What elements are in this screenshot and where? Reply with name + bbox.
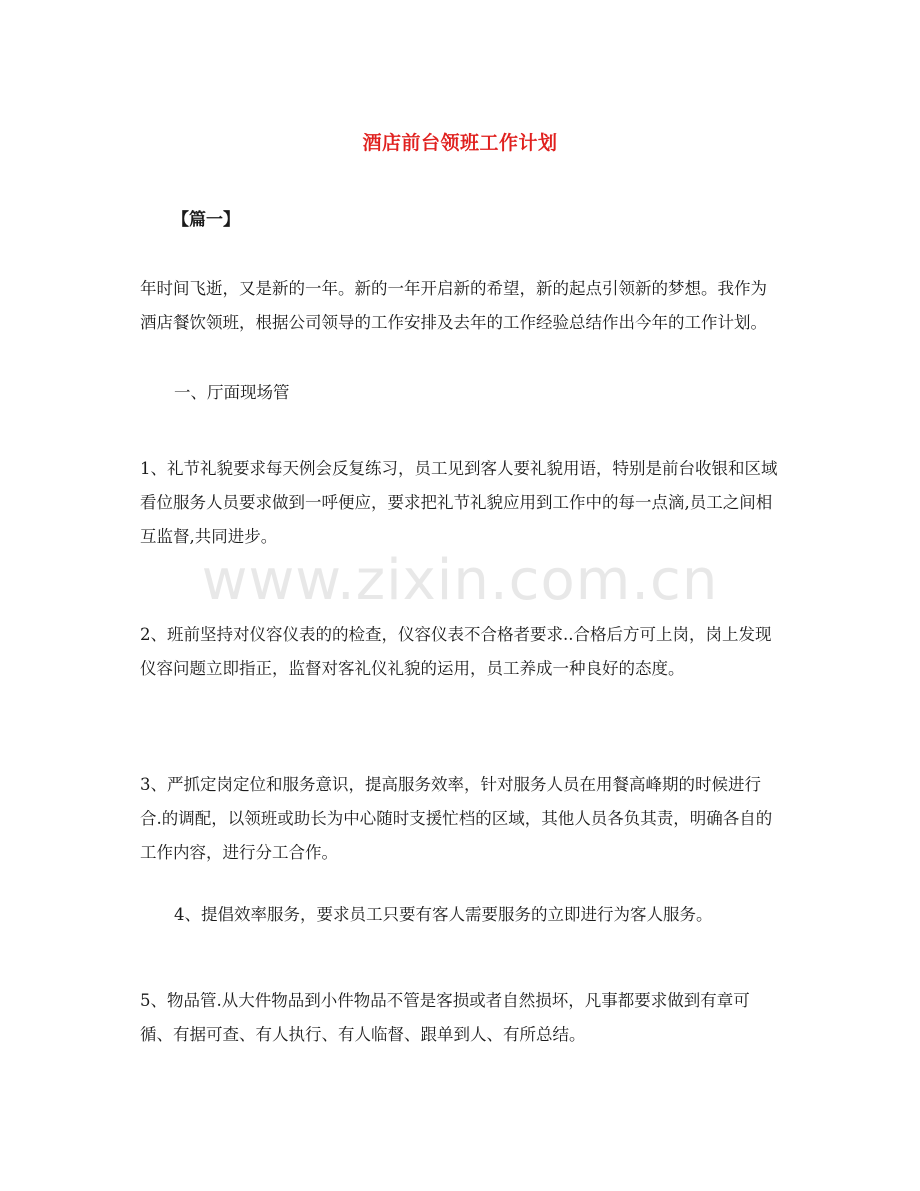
paragraph-item-4: 4、提倡效率服务，要求员工只要有客人需要服务的立即进行为客人服务。 [174, 905, 713, 924]
paragraph-item-3: 3、严抓定岗定位和服务意识，提高服务效率，针对服务人员在用餐高峰期的时候进行合.的调配，以领班或助长为中心随时支援忙档的区域，其他人员各负其责，明确各自的工作内容，进行分工合作。 [140, 775, 773, 862]
paragraph-intro: 年时间飞逝，又是新的一年。新的一年开启新的希望，新的起点引领新的梦想。我作为酒店餐饮领班，根据公司领导的工作安排及去年的工作经验总结作出今年的工作计划。 [140, 279, 767, 332]
document-title: 酒店前台领班工作计划 [362, 132, 558, 154]
watermark: www.zixin.com.cn [201, 548, 719, 613]
paragraph-item-2: 2、班前坚持对仪容仪表的的检查，仪容仪表不合格者要求..合格后方可上岗，岗上发现仪容问题立即指正，监督对客礼仪礼貌的运用，员工养成一种良好的态度。 [140, 625, 772, 678]
heading-hall-management: 一、厅面现场管 [174, 383, 290, 402]
paragraph-item-5: 5、物品管.从大件物品到小件物品不管是客损或者自然损坏，凡事都要求做到有章可循、有据可查、有人执行、有人临督、跟单到人、有所总结。 [140, 991, 750, 1044]
section-tag: 【篇一】 [172, 210, 240, 230]
paragraph-item-1: 1、礼节礼貌要求每天例会反复练习，员工见到客人要礼貌用语，特别是前台收银和区域看位服务人员要求做到一呼便应，要求把礼节礼貌应用到工作中的每一点滴,员工之间相互监督,共同进步。 [140, 459, 778, 546]
